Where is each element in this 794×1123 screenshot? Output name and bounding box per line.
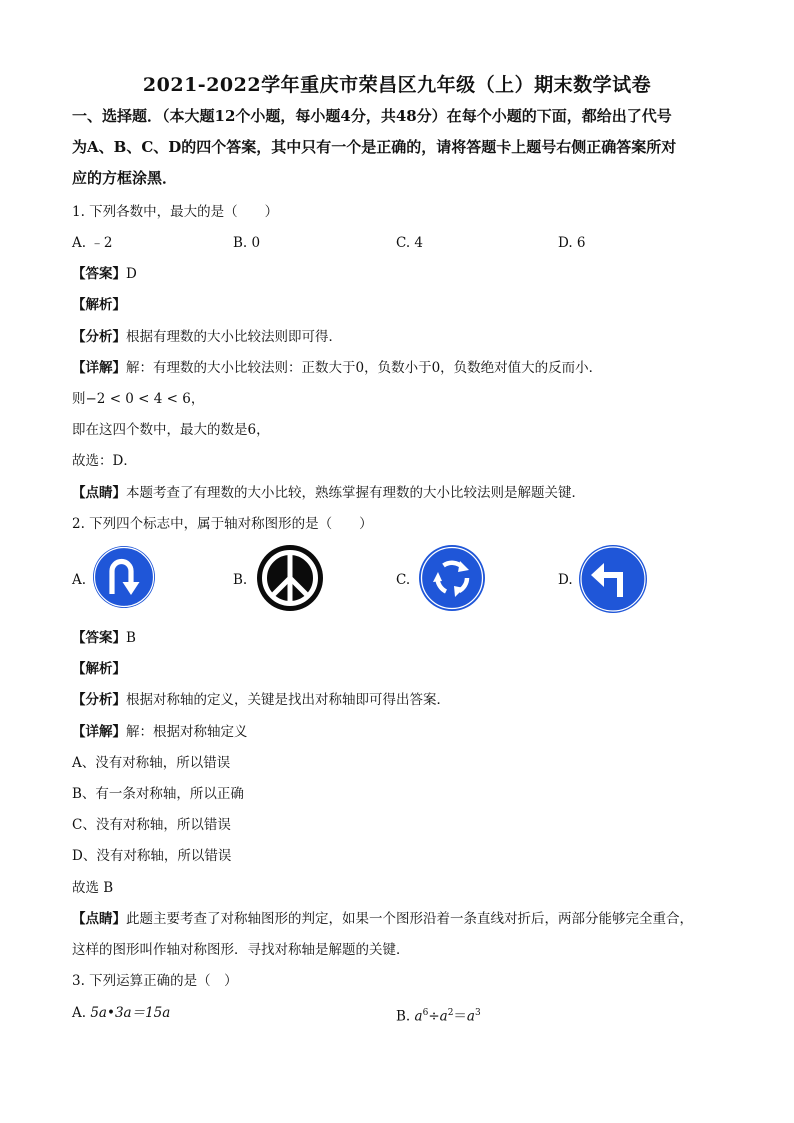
roundabout-sign-icon [418, 544, 486, 612]
q1-inequality-line: 则−2 < 0 < 4 < 6， [72, 391, 205, 407]
option-expression: 5a•3a＝15a [90, 1005, 171, 1021]
q2-label-c: C. [396, 572, 411, 588]
fenxi-text: 根据对称轴的定义，关键是找出对称轴即可得出答案． [126, 692, 450, 708]
q2-choice-line: 故选 B [72, 880, 114, 896]
u-turn-sign-icon [91, 544, 157, 610]
exponent: 6 [422, 1008, 429, 1018]
fenxi-tag: 【分析】 [72, 329, 126, 345]
q2-label-d: D. [558, 572, 573, 588]
fenxi-tag: 【分析】 [72, 692, 126, 708]
q1-option-a: A. ﹣2 [72, 235, 113, 251]
q1-conclusion-line: 即在这四个数中，最大的数是6， [72, 422, 270, 438]
option-label: A. [72, 1005, 91, 1021]
answer-value: D [126, 266, 137, 282]
answer-tag: 【答案】 [72, 266, 126, 282]
q2-label-b: B. [233, 572, 248, 588]
q2-answer [72, 628, 136, 648]
xiangjie-text: 解：有理数的大小比较法则：正数大于0，负数小于0，负数绝对值大的反而小． [126, 360, 603, 376]
q2-item-d: D、没有对称轴，所以错误 [72, 848, 232, 864]
q1-stem: 1. 下列各数中，最大的是（ ） [72, 204, 279, 220]
section-heading-line-1: 一、选择题．（本大题12个小题，每小题4分，共48分）在每个小题的下面，都给出了代号 [72, 107, 672, 125]
q1-analysis-tag: 【解析】 [72, 297, 126, 313]
section-heading-line-3: 应的方框涂黑． [72, 169, 178, 187]
q1-option-d: D. 6 [558, 235, 586, 251]
q2-item-a: A、没有对称轴，所以错误 [72, 755, 231, 771]
q2-analysis-tag: 【解析】 [72, 661, 126, 677]
dianjing-tag: 【点睛】 [72, 911, 126, 927]
xiangjie-tag: 【详解】 [72, 360, 126, 376]
q2-fenxi [72, 690, 450, 710]
equals: ＝ [453, 1008, 467, 1025]
peace-sign-icon [256, 544, 324, 612]
q1-dianjing [72, 483, 585, 503]
q2-item-b: B、有一条对称轴，所以正确 [72, 786, 244, 802]
q2-item-c: C、没有对称轴，所以错误 [72, 817, 231, 833]
option-label: B. [396, 1008, 415, 1025]
q2-stem: 2. 下列四个标志中，属于轴对称图形的是（ ） [72, 516, 373, 532]
exponent: 2 [447, 1008, 454, 1018]
q1-option-c: C. 4 [396, 235, 424, 251]
q2-dianjing-line-1 [72, 909, 693, 929]
section-heading-line-2: 为A、B、C、D的四个答案，其中只有一个是正确的，请将答题卡上题号右侧正确答案所对 [72, 138, 677, 156]
q3-option-a [72, 1003, 170, 1023]
operator: ÷ [428, 1008, 440, 1025]
q1-option-b: B. 0 [233, 235, 261, 251]
turn-left-sign-icon [578, 544, 648, 614]
q2-dianjing-line-2: 这样的图形叫作轴对称图形．寻找对称轴是解题的关键． [72, 942, 410, 958]
page-title: 2021-2022学年重庆市荣昌区九年级（上）期末数学试卷 [142, 74, 652, 96]
base: a [414, 1008, 423, 1025]
answer-value: B [126, 630, 136, 646]
q1-choice-line: 故选：D． [72, 453, 137, 469]
base: a [439, 1008, 448, 1025]
dianjing-tag: 【点睛】 [72, 485, 126, 501]
q1-answer [72, 264, 137, 284]
answer-tag: 【答案】 [72, 630, 126, 646]
q1-fenxi [72, 327, 342, 347]
q3-option-b [396, 1003, 481, 1027]
dianjing-text: 本题考查了有理数的大小比较，熟练掌握有理数的大小比较法则是解题关键． [126, 485, 585, 501]
q3-stem: 3. 下列运算正确的是（ ） [72, 973, 238, 989]
fenxi-text: 根据有理数的大小比较法则即可得． [126, 329, 342, 345]
xiangjie-text: 解：根据对称轴定义 [126, 724, 248, 740]
q2-label-a: A. [72, 572, 87, 588]
exponent: 3 [474, 1008, 481, 1018]
q2-xiangjie [72, 722, 248, 742]
q1-xiangjie [72, 358, 602, 378]
dianjing-text: 此题主要考查了对称轴图形的判定，如果一个图形沿着一条直线对折后，两部分能够完全重合， [126, 911, 693, 927]
base: a [466, 1008, 475, 1025]
xiangjie-tag: 【详解】 [72, 724, 126, 740]
